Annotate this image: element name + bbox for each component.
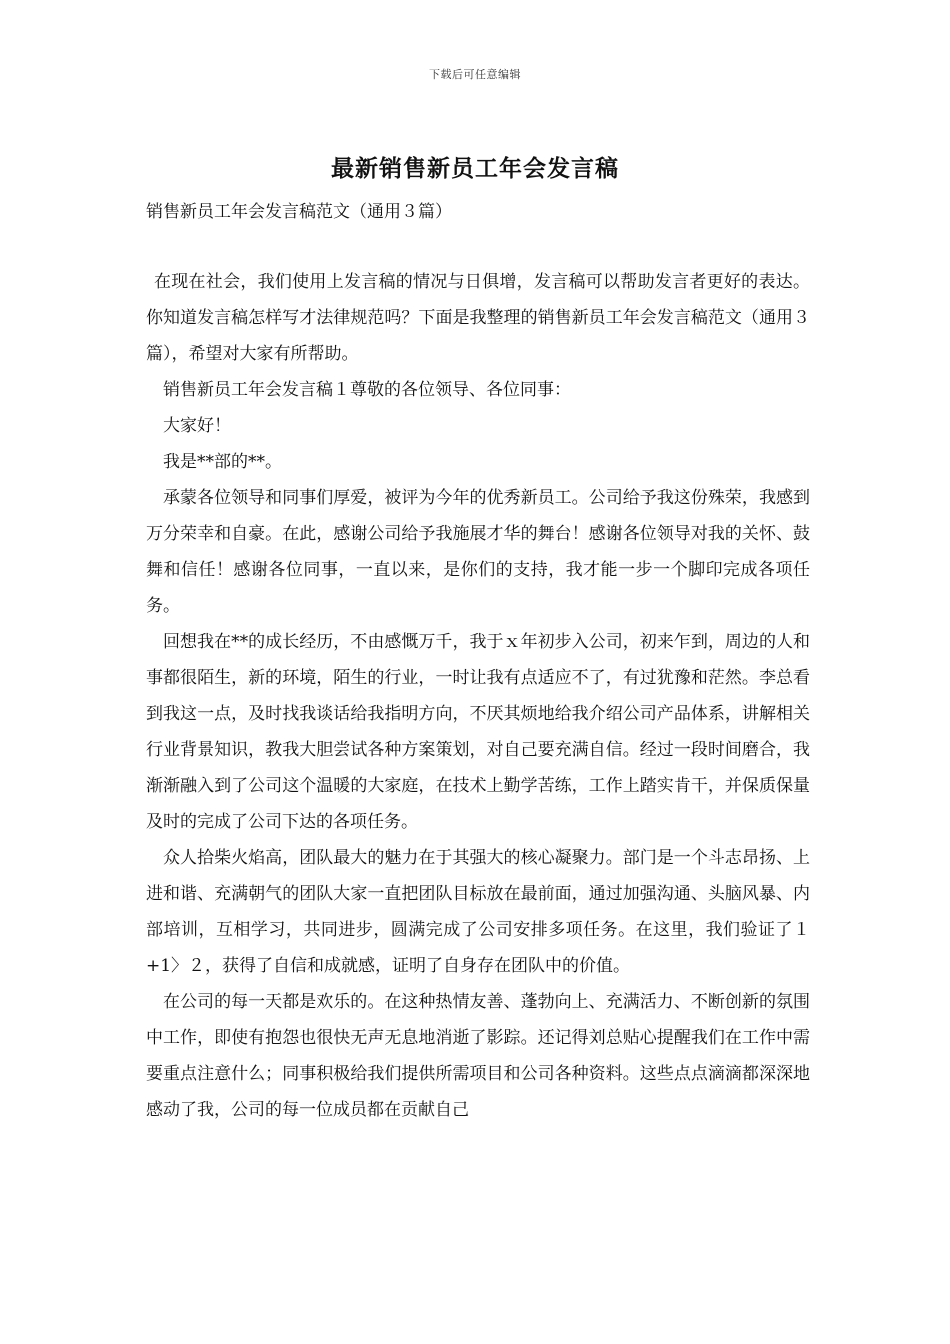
- paragraph-intro: 在现在社会，我们使用上发言稿的情况与日俱增，发言稿可以帮助发言者更好的表达。你知道发言稿怎样写才法律规范吗？下面是我整理的销售新员工年会发言稿范文（通用３篇），希望对大家有所帮助。: [146, 272, 810, 364]
- document-title: 最新销售新员工年会发言稿: [331, 155, 619, 182]
- header-note: 下载后可任意编辑: [429, 68, 521, 81]
- paragraph-daily-life: 在公司的每一天都是欢乐的。在这种热情友善、蓬勃向上、充满活力、不断创新的氛围中工作，即使有抱怨也很快无声无息地消逝了影踪。还记得刘总贴心提醒我们在工作中需要重点注意什么；同事积极给我们提供所需项目和公司各种资料。这些点点滴滴都深深地感动了我，公司的每一位成员都在贡献自己: [146, 992, 810, 1120]
- paragraph-team: 众人拾柴火焰高，团队最大的魅力在于其强大的核心凝聚力。部门是一个斗志昂扬、上进和谐、充满朝气的团队大家一直把团队目标放在最前面，通过加强沟通、头脑风暴、内部培训，互相学习，共同进步，圆满完成了公司安排多项任务。在这里，我们验证了１+1〉２，获得了自信和成就感，证明了自身存在团队中的价值。: [146, 848, 810, 976]
- paragraph-growth: 回想我在**的成长经历，不由感慨万千，我于ｘ年初步入公司，初来乍到，周边的人和事都很陌生，新的环境，陌生的行业，一时让我有点适应不了，有过犹豫和茫然。李总看到我这一点，及时找我谈话给我指明方向，不厌其烦地给我介绍公司产品体系，讲解相关行业背景知识，教我大胆尝试各种方案策划，对自己要充满自信。经过一段时间磨合，我渐渐融入到了公司这个温暖的大家庭，在技术上勤学苦练，工作上踏实肯干，并保质保量及时的完成了公司下达的各项任务。: [146, 632, 810, 832]
- paragraph-thanks: 承蒙各位领导和同事们厚爱，被评为今年的优秀新员工。公司给予我这份殊荣，我感到万分荣幸和自豪。在此，感谢公司给予我施展才华的舞台！感谢各位领导对我的关怀、鼓舞和信任！感谢各位同事，一直以来，是你们的支持，我才能一步一个脚印完成各项任务。: [146, 488, 810, 616]
- document-body: [146, 264, 810, 1128]
- paragraph-salutation: 销售新员工年会发言稿１尊敬的各位领导、各位同事：: [163, 380, 571, 400]
- document-subtitle: 销售新员工年会发言稿范文（通用３篇）: [146, 202, 452, 222]
- paragraph-greeting: 大家好！: [163, 416, 231, 436]
- paragraph-self-intro: 我是**部的**。: [163, 452, 282, 472]
